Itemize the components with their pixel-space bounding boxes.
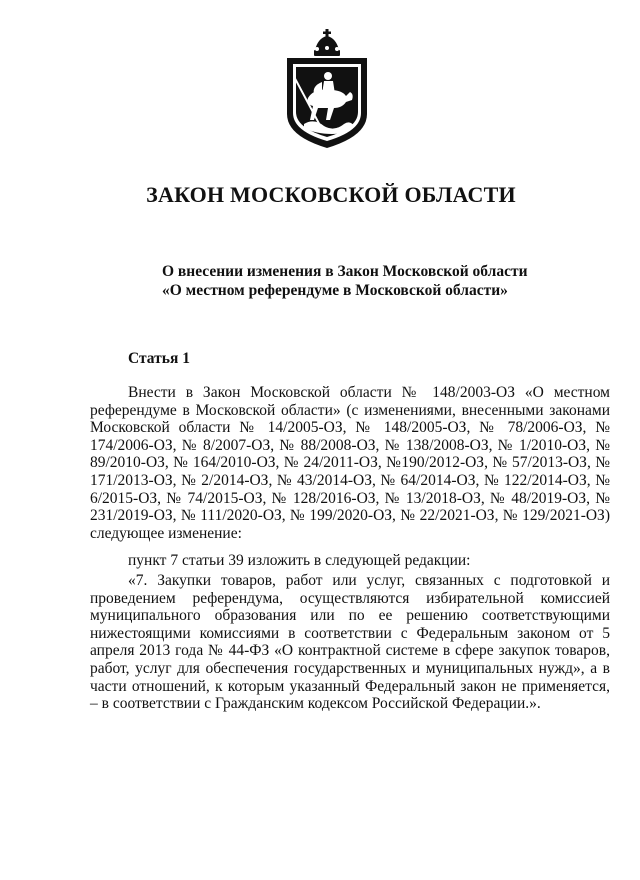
article-heading: Статья 1	[128, 350, 190, 367]
crown-icon	[314, 29, 340, 56]
document-subtitle	[162, 262, 562, 300]
paragraph-new-wording: «7. Закупки товаров, работ или услуг, связанных с подготовкой и проведением референдума, осуществляются избирательной комиссией муниципального образования или по ее решению соответствующими нижестоящими комиссиями в соответствии с Федеральным законом от 5 апреля 2013 года № 44-ФЗ «О контрактной системе в сфере закупок товаров, работ, услуг для обеспечения государственных и муниципальных нужд», а в части отношений, к которым указанный Федеральный закон не применяется, – в соответствии с Гражданским кодексом Российской Федерации.».	[90, 572, 610, 713]
subtitle-line: О внесении изменения в Закон Московской области	[162, 263, 528, 280]
paragraph-point-intro: пункт 7 статьи 39 изложить в следующей редакции:	[128, 552, 471, 569]
coat-of-arms-emblem	[284, 28, 370, 150]
subtitle-line: «О местном референдуме в Московской области»	[162, 282, 508, 299]
paragraph-amendment-intro: Внести в Закон Московской области № 148/2003-ОЗ «О местном референдуме в Московской области» (с изменениями, внесенными законами Московской области № 14/2005-ОЗ, № 148/2005-ОЗ, № 78/2006-ОЗ, № 174/2006-ОЗ, № 8/2007-ОЗ, № 88/2008-ОЗ, № 138/2008-ОЗ, № 1/2010-ОЗ, № 89/2010-ОЗ, № 164/2010-ОЗ, № 24/2011-ОЗ, №190/2012-ОЗ, № 57/2013-ОЗ, № 171/2013-ОЗ, № 2/2014-ОЗ, № 43/2014-ОЗ, № 64/2014-ОЗ, № 122/2014-ОЗ, № 6/2015-ОЗ, № 74/2015-ОЗ, № 128/2016-ОЗ, № 13/2018-ОЗ, № 48/2019-ОЗ, № 231/2019-ОЗ, № 111/2020-ОЗ, № 199/2020-ОЗ, № 22/2021-ОЗ, № 129/2021-ОЗ) следующее изменение:	[90, 384, 610, 542]
document-title: ЗАКОН МОСКОВСКОЙ ОБЛАСТИ	[146, 182, 516, 207]
